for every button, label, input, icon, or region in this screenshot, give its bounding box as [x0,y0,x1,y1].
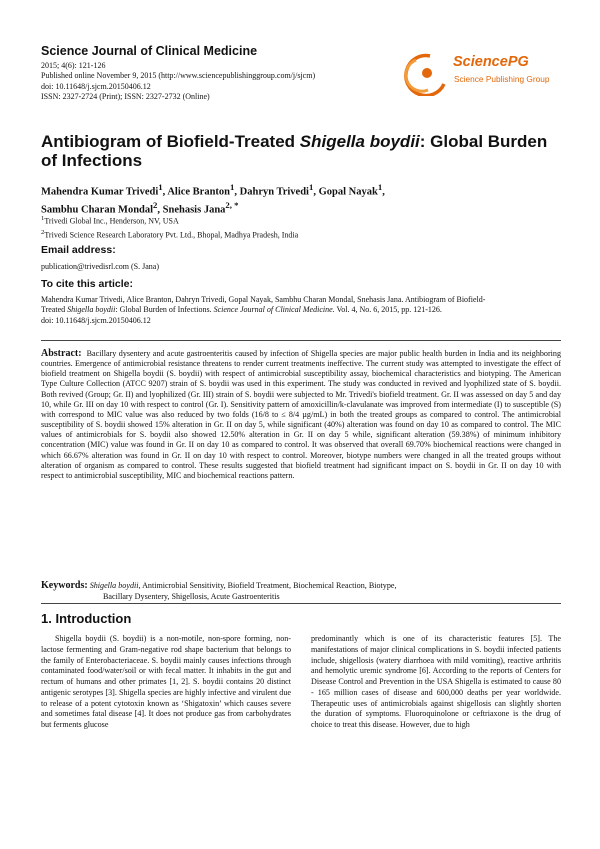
cite-heading: To cite this article: [41,278,133,290]
publication-meta [41,61,315,102]
logo-subtitle: Science Publishing Group [454,74,550,84]
author: Sambhu Charan Mondal [41,204,154,216]
section-heading: 1. Introduction [41,611,132,626]
citation-doi[interactable]: doi: 10.11648/j.sjcm.20150406.12 [41,315,151,325]
author-list: Mahendra Kumar Trivedi$^1$, Alice Branton$^1$, Dahryn Trivedi$^1$, Gopal Nayak$^1$, Sambhu Charan Mondal$^2$, Snehasis Jana$^{2, *}$ [41,182,385,216]
author: Alice Branton [167,186,231,198]
email-heading: Email address: [41,244,116,256]
divider [41,603,561,604]
abstract-label: Abstract: [41,348,82,359]
author: Snehasis Jana [162,204,226,216]
intro-column-right: predominantly which is one of its characteristic features [5]. The manifestations of major clinical complications in S. boydii infected patients include, shigellosis (watery diarrhoea with mild vomiting), reactive arthritis and hemolytic uremic syndrome [6]. According to the reports of Centers for Disease Control and Prevention in the USA Shigella is estimated to cause 80 - 165 million cases of disease and 600,000 deaths per year worldwide. Therapeutic uses of antimicrobials against shigellosis can slightly shorten the duration of symptoms. Fluoroquinolone or ceftriaxone is the drug of choice to treat this disease. However, due to high [311,634,561,729]
logo-name: SciencePG [453,54,529,70]
author: Dahryn Trivedi [239,186,309,198]
divider [41,340,561,341]
intro-column-left: Shigella boydii (S. boydii) is a non-motile, non-spore forming, non-lactose fermenting and Gram-negative rod shape bacterium that belongs to the family of Enterobacteriaceae. S. boydii mainly causes infections through contaminated food/water/soil or with fecal matter. It inhabits in the gut and rectum of humans and other primates [1, 2]. S. boydii contains 20 distinct antigenic serotypes [3]. Shigella species are highly infective and virulent due to release of a potent cytotoxin known as ‘Shigatoxin’ which causes severe and sometimes fatal disease [4]. It does not produce gas from carbohydrates but ferments glucose [41,634,291,729]
citation: Mahendra Kumar Trivedi, Alice Branton, Dahryn Trivedi, Gopal Nayak, Sambhu Charan Mondal, Snehasis Jana. Antibiogram of Biofield- Treated Shigella boydii: Global Burden of Infections. Science Journal of Clinical Medicine. Vol. 4, No. 6, 2015, pp. 121-126. doi: 10.11648/j.sjcm.20150406.12 [41,295,566,326]
abstract-text: Bacillary dysentery and acute gastroenteritis caused by infection of Shigella species are major public health burden in India and its neighboring countries. Emergence of antimicrobial resistance threatens to render current treatments ineffective. The current study was attempted to investigate the effect of biofield treatment on Shigella boydii (S. boydii) with respect of antimicrobial susceptibility assay, biochemical characteristics and biotyping. The American Type Culture Collection (ATCC 9207) strain of S. boydii was used in this experiment. The study was conducted in revived and lyophilized state of S. boydii. Both revived (Group; Gr. II) and lyophilized (Gr. III) strain of S. boydii were subjected to Mr. Trivedi's biofield treatment. Gr. II was assessed on day 5 and day 10, while Gr. III on day 10 with respect to control (Gr. I). Sensitivity pattern of amoxicillin/k-clavulanate was improved from intermediate (I) to susceptible (S) with correspond to MIC value was also reduced by two folds (16/8 to ≤ 8/4 µg/mL) in both the treated groups as compared to control. The antimicrobial susceptibility of S. boydii showed 15% alteration in Gr. II on day 5, while significant (40%) alteration was found on day 10 as compared to control. The MIC values of antimicrobials for S. boydii also showed 12.50% alteration in Gr. II on day 5 while, significant alteration (59.38%) of minimum inhibitory concentration (MIC) value was found in Gr. II on day 10 as compared to control. It was observed that overall 69.70% biochemical reactions were changed in which 66.67% alteration was found in Gr. II on day 10 with respect to control. Moreover, biotype numbers were changed in all the treated groups without alteration of organism as compared to control. These results suggested that biofield treatment had significant impact on S. boydii in Gr. II on day 10 with respect to antimicrobial susceptibility, MIC and biochemical reactions pattern. [41,349,562,480]
journal-name: Science Journal of Clinical Medicine [41,44,258,58]
volume-pages: 2015; 4(6): 121-126 [41,61,106,70]
keywords-label: Keywords: [41,580,88,591]
affiliation: $^2$Trivedi Science Research Laboratory Pvt. Ltd., Bhopal, Madhya Pradesh, India [41,229,299,240]
article-title: Antibiogram of Biofield-Treated Shigella boydii: Global Burden of Infections [41,132,548,170]
abstract [41,349,561,481]
author: Gopal Nayak [318,186,378,198]
affiliation: $^1$Trivedi Global Inc., Henderson, NV, USA [41,215,179,226]
keywords: Keywords: Shigella boydii, Antimicrobial Sensitivity, Biofield Treatment, Biochemical Reaction, Biotype, Bacillary Dysentery, Shigellosis, Acute Gastroenteritis [41,580,397,601]
published-online[interactable]: Published online November 9, 2015 (http://www.sciencepublishinggroup.com/j/sjcm) [41,71,316,81]
doi[interactable]: doi: 10.11648/j.sjcm.20150406.12 [41,81,151,91]
author: Mahendra Kumar Trivedi [41,186,159,198]
issn: ISSN: 2327-2724 (Print); ISSN: 2327-2732 (Online) [41,91,210,101]
email-link[interactable]: publication@trivedisrl.com (S. Jana) [41,262,160,271]
